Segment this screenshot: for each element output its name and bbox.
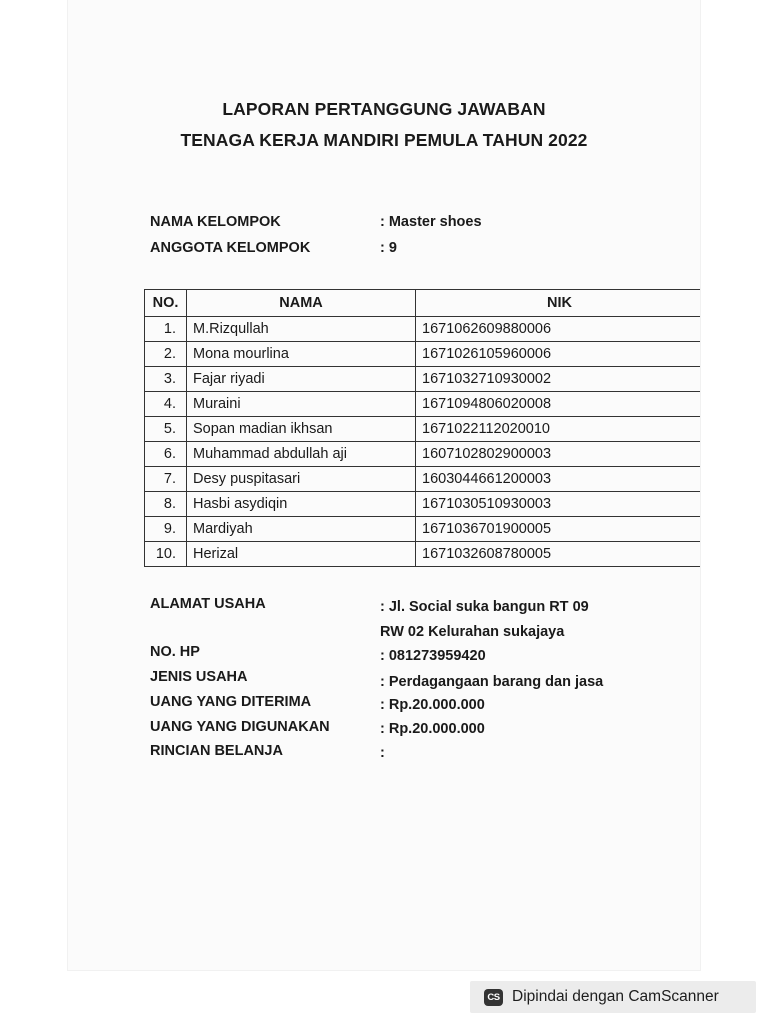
uang-diterima-value: : Rp.20.000.000 xyxy=(380,697,485,713)
row-no: 8. xyxy=(145,492,187,517)
row-nik: 1671022112020010 xyxy=(416,417,701,442)
row-no: 4. xyxy=(145,392,187,417)
row-nama: M.Rizqullah xyxy=(187,317,416,342)
group-name-label: NAMA KELOMPOK xyxy=(150,214,281,230)
row-nama: Sopan madian ikhsan xyxy=(187,417,416,442)
camscanner-badge xyxy=(470,981,756,1013)
row-no: 9. xyxy=(145,517,187,542)
row-no: 3. xyxy=(145,367,187,392)
members-table xyxy=(144,289,700,567)
row-nama: Mona mourlina xyxy=(187,342,416,367)
row-nama: Hasbi asydiqin xyxy=(187,492,416,517)
camscanner-icon: CS xyxy=(484,989,503,1006)
report-title-line2: TENAGA KERJA MANDIRI PEMULA TAHUN 2022 xyxy=(180,130,588,150)
row-nama: Desy puspitasari xyxy=(187,467,416,492)
table-row xyxy=(145,542,701,567)
table-row xyxy=(145,317,701,342)
no-hp-label: NO. HP xyxy=(150,644,200,660)
row-nik: 1671062609880006 xyxy=(416,317,701,342)
row-nik: 1671032608780005 xyxy=(416,542,701,567)
row-nik: 1607102802900003 xyxy=(416,442,701,467)
uang-digunakan-label: UANG YANG DIGUNAKAN xyxy=(150,719,330,735)
header-no: NO. xyxy=(145,290,187,317)
alamat-usaha-value-line1: : Jl. Social suka bangun RT 09 xyxy=(380,599,589,615)
no-hp-value: : 081273959420 xyxy=(380,648,486,664)
rincian-belanja-value: : xyxy=(380,745,385,761)
group-members-value: : 9 xyxy=(380,240,397,256)
rincian-belanja-label: RINCIAN BELANJA xyxy=(150,743,283,759)
row-nama: Muraini xyxy=(187,392,416,417)
row-no: 10. xyxy=(145,542,187,567)
uang-digunakan-value: : Rp.20.000.000 xyxy=(380,721,485,737)
row-no: 2. xyxy=(145,342,187,367)
header-nik: NIK xyxy=(416,290,701,317)
row-nama: Muhammad abdullah aji xyxy=(187,442,416,467)
table-row xyxy=(145,342,701,367)
row-no: 5. xyxy=(145,417,187,442)
alamat-usaha-value-line2: RW 02 Kelurahan sukajaya xyxy=(380,624,565,640)
row-nama: Fajar riyadi xyxy=(187,367,416,392)
table-row xyxy=(145,467,701,492)
report-title-line1: LAPORAN PERTANGGUNG JAWABAN xyxy=(222,99,546,119)
row-nik: 1671026105960006 xyxy=(416,342,701,367)
table-row xyxy=(145,417,701,442)
jenis-usaha-label: JENIS USAHA xyxy=(150,669,248,685)
row-nik: 1671032710930002 xyxy=(416,367,701,392)
jenis-usaha-value: : Perdagangaan barang dan jasa xyxy=(380,674,604,690)
table-header-row xyxy=(145,290,701,317)
row-no: 6. xyxy=(145,442,187,467)
row-no: 1. xyxy=(145,317,187,342)
uang-diterima-label: UANG YANG DITERIMA xyxy=(150,694,312,710)
table-row xyxy=(145,517,701,542)
table-row xyxy=(145,392,701,417)
scanned-document-page xyxy=(68,0,700,970)
alamat-usaha-label: ALAMAT USAHA xyxy=(150,596,266,612)
table-row xyxy=(145,367,701,392)
row-nik: 1671094806020008 xyxy=(416,392,701,417)
header-nama: NAMA xyxy=(187,290,416,317)
camscanner-text: Dipindai dengan CamScanner xyxy=(512,988,719,1005)
row-nik: 1603044661200003 xyxy=(416,467,701,492)
row-nik: 1671030510930003 xyxy=(416,492,701,517)
table-row xyxy=(145,492,701,517)
group-name-value: : Master shoes xyxy=(380,214,482,230)
group-members-label: ANGGOTA KELOMPOK xyxy=(150,240,311,256)
row-no: 7. xyxy=(145,467,187,492)
row-nama: Herizal xyxy=(187,542,416,567)
row-nik: 1671036701900005 xyxy=(416,517,701,542)
row-nama: Mardiyah xyxy=(187,517,416,542)
table-row xyxy=(145,442,701,467)
